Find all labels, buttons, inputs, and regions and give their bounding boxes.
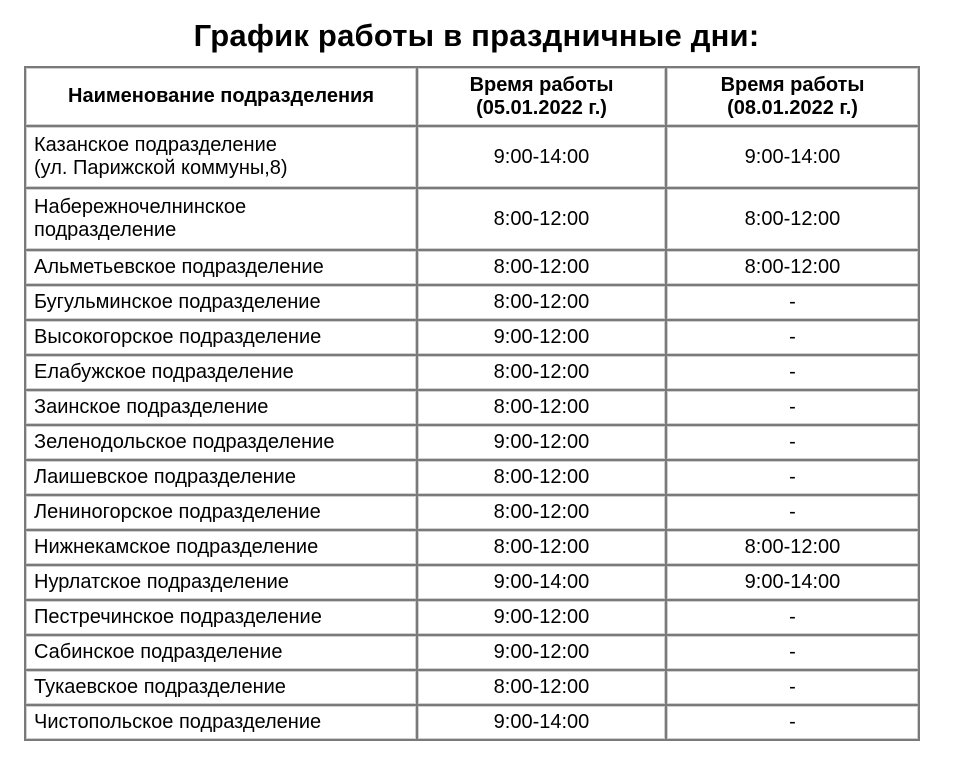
- table-row: [26, 189, 920, 251]
- day1-hours: 8:00-12:00: [418, 286, 667, 321]
- table-row: [26, 461, 920, 496]
- table-row: [26, 671, 920, 706]
- day1-hours: 8:00-12:00: [418, 189, 667, 251]
- day1-hours: 9:00-12:00: [418, 321, 667, 356]
- day2-hours: 8:00-12:00: [667, 189, 920, 251]
- day1-hours: 9:00-14:00: [418, 706, 667, 741]
- day2-hours: 9:00-14:00: [667, 127, 920, 189]
- day2-hours: -: [667, 426, 920, 461]
- department-name: Чистопольское подразделение: [26, 706, 418, 741]
- table-row: [26, 356, 920, 391]
- day1-hours: 8:00-12:00: [418, 531, 667, 566]
- department-name: Высокогорское подразделение: [26, 321, 418, 356]
- department-name: Лениногорское подразделение: [26, 496, 418, 531]
- day2-hours: -: [667, 321, 920, 356]
- table-row: [26, 426, 920, 461]
- table-header-row: [26, 68, 920, 127]
- department-name: Лаишевское подразделение: [26, 461, 418, 496]
- department-name: Казанское подразделение: [34, 134, 277, 156]
- department-address: (ул. Парижской коммуны,8): [34, 157, 288, 179]
- day1-hours: 8:00-12:00: [418, 391, 667, 426]
- day2-hours: 8:00-12:00: [667, 531, 920, 566]
- header-day2-line2: (08.01.2022 г.): [727, 96, 858, 119]
- day1-hours: 9:00-12:00: [418, 426, 667, 461]
- day1-hours: 9:00-12:00: [418, 601, 667, 636]
- day2-hours: -: [667, 636, 920, 671]
- day1-hours: 9:00-12:00: [418, 636, 667, 671]
- table-row: [26, 321, 920, 356]
- day2-hours: -: [667, 391, 920, 426]
- day1-hours: 8:00-12:00: [418, 461, 667, 496]
- header-department-label: Наименование подразделения: [68, 85, 374, 107]
- department-name: Набережночелнинское: [34, 196, 247, 218]
- day2-hours: 9:00-14:00: [667, 566, 920, 601]
- day2-hours: -: [667, 496, 920, 531]
- table-row: [26, 531, 920, 566]
- department-name: Тукаевское подразделение: [26, 671, 418, 706]
- header-day1-line2: (05.01.2022 г.): [476, 96, 607, 119]
- day1-hours: 8:00-12:00: [418, 496, 667, 531]
- schedule-table: [24, 66, 920, 741]
- department-name: Бугульминское подразделение: [26, 286, 418, 321]
- table-row: [26, 496, 920, 531]
- day1-hours: 9:00-14:00: [418, 566, 667, 601]
- table-row: [26, 286, 920, 321]
- day2-hours: -: [667, 671, 920, 706]
- department-name: Заинское подразделение: [26, 391, 418, 426]
- department-cell: [26, 127, 418, 189]
- day2-hours: -: [667, 601, 920, 636]
- table-row: [26, 251, 920, 286]
- table-row: [26, 127, 920, 189]
- department-name: Пестречинское подразделение: [26, 601, 418, 636]
- header-day2: [667, 68, 920, 127]
- table-row: [26, 566, 920, 601]
- table-row: [26, 391, 920, 426]
- day2-hours: -: [667, 706, 920, 741]
- day1-hours: 8:00-12:00: [418, 251, 667, 286]
- page-title: График работы в праздничные дни:: [193, 18, 760, 53]
- header-day1: [418, 68, 667, 127]
- header-day1-line1: Время работы: [469, 73, 614, 96]
- table-row: [26, 706, 920, 741]
- department-name: Нурлатское подразделение: [26, 566, 418, 601]
- department-cell: [26, 189, 418, 251]
- day1-hours: 8:00-12:00: [418, 356, 667, 391]
- header-day2-line1: Время работы: [720, 73, 865, 96]
- department-name-cont: подразделение: [34, 219, 177, 241]
- day2-hours: -: [667, 286, 920, 321]
- header-department: [26, 68, 418, 127]
- department-name: Альметьевское подразделение: [26, 251, 418, 286]
- department-name: Нижнекамское подразделение: [26, 531, 418, 566]
- department-name: Елабужское подразделение: [26, 356, 418, 391]
- day2-hours: -: [667, 356, 920, 391]
- table-row: [26, 636, 920, 671]
- department-name: Сабинское подразделение: [26, 636, 418, 671]
- table-row: [26, 601, 920, 636]
- day1-hours: 9:00-14:00: [418, 127, 667, 189]
- department-name: Зеленодольское подразделение: [26, 426, 418, 461]
- day1-hours: 8:00-12:00: [418, 671, 667, 706]
- day2-hours: 8:00-12:00: [667, 251, 920, 286]
- day2-hours: -: [667, 461, 920, 496]
